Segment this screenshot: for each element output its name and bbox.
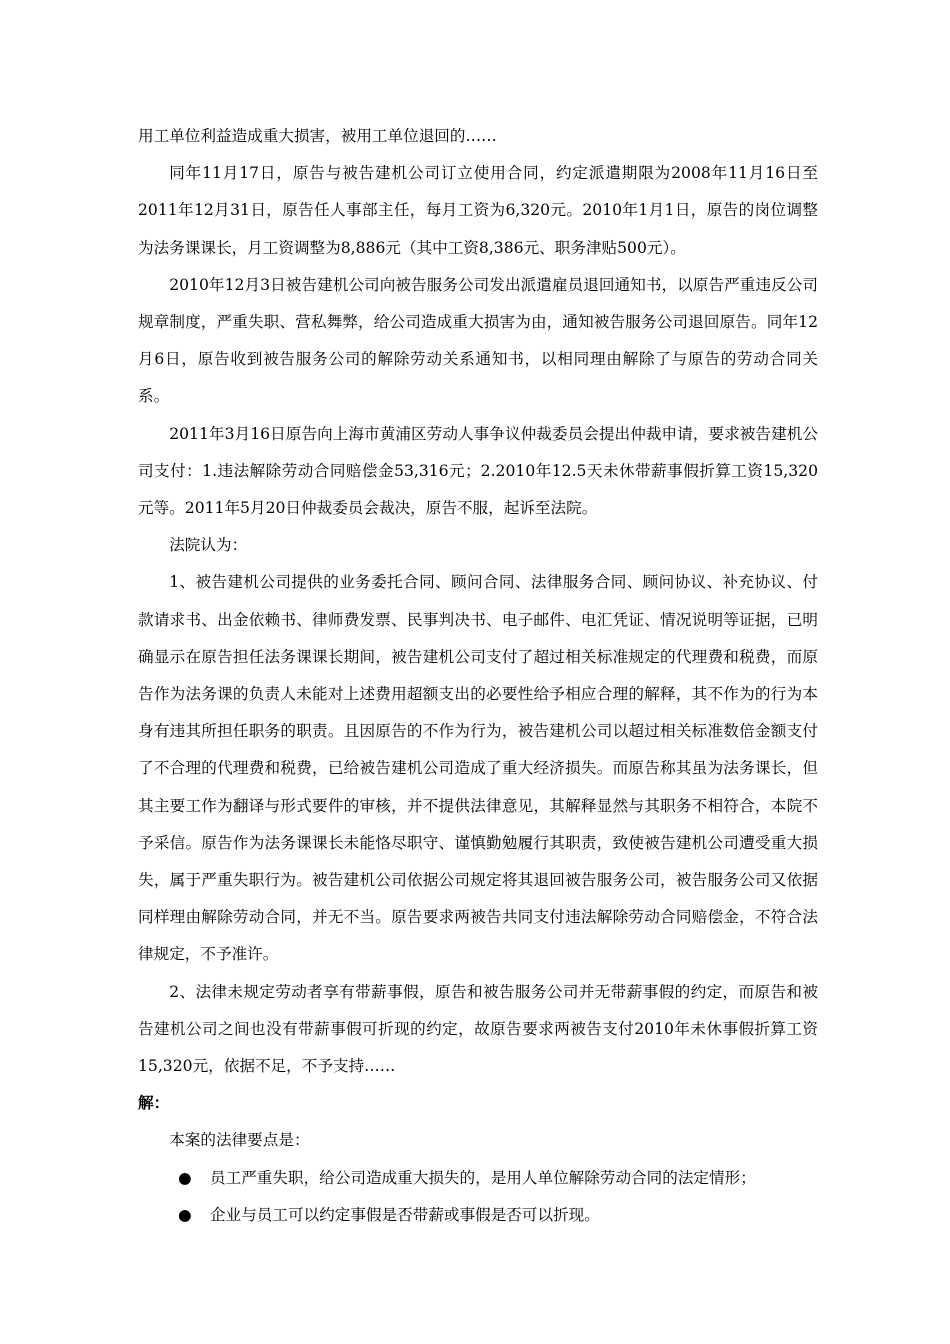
paragraph-contract: 同年11月17日，原告与被告建机公司订立使用合同，约定派遣期限为2008年11月16日至2011年12月31日，原告任人事部主任，每月工资为6,320元。2010年1月1日，原告的岗位调整为法务课课长，月工资调整为8,886元（其中工资8,386元、职务津贴500元）。 xyxy=(138,164,818,257)
points-intro: 本案的法律要点是： xyxy=(169,1131,310,1150)
answer-heading: 解： xyxy=(138,1094,170,1113)
paragraph-court-opinion-intro: 法院认为： xyxy=(169,536,248,555)
paragraph-continuation: 用工单位利益造成重大损害，被用工单位退回的…… xyxy=(138,127,497,145)
document-body xyxy=(138,118,818,1234)
list-item xyxy=(138,1197,818,1234)
paragraph-court-opinion-1: 1、被告建机公司提供的业务委托合同、顾问合同、法律服务合同、顾问协议、补充协议、付款请求书、出金依赖书、律师费发票、民事判决书、电子邮件、电汇凭证、情况说明等证据，已明确显示在原告担任法务课课长期间，被告建机公司支付了超过相关标准规定的代理费和税费，而原告作为法务课的负责人未能对上述费用超额支出的必要性给予相应合理的解释，其不作为的行为本身有违其所担任职务的职责。且因原告的不作为行为，被告建机公司以超过相关标准数倍金额支付了不合理的代理费和税费，已给被告建机公司造成了重大经济损失。而原告称其虽为法务课长，但其主要工作为翻译与形式要件的审核，并不提供法律意见，其解释显然与其职务不相符合，本院不予采信。原告作为法务课课长未能恪尽职守、谨慎勤勉履行其职责，致使被告建机公司遭受重大损失，属于严重失职行为。被告建机公司依据公司规定将其退回被告服务公司，被告服务公司又依据同样理由解除劳动合同，并无不当。原告要求两被告共同支付违法解除劳动合同赔偿金，不符合法律规定，不予准许。 xyxy=(138,573,818,964)
list-item xyxy=(138,1160,818,1197)
bullet-text: 企业与员工可以约定事假是否带薪或事假是否可以折现。 xyxy=(210,1205,600,1224)
paragraph-court-opinion-2: 2、法律未规定劳动者享有带薪事假，原告和被告服务公司并无带薪事假的约定，而原告和被告建机公司之间也没有带薪事假可折现的约定，故原告要求两被告支付2010年未休事假折算工资15,320元，依据不足，不予支持…… xyxy=(138,982,818,1076)
bullet-icon: ● xyxy=(178,1205,192,1224)
bullet-text: 员工严重失职，给公司造成重大损失的，是用人单位解除劳动合同的法定情形； xyxy=(210,1168,756,1187)
paragraph-dismissal: 2010年12月3日被告建机公司向被告服务公司发出派遣雇员退回通知书，以原告严重违反公司规章制度，严重失职、营私舞弊，给公司造成重大损害为由，通知被告服务公司退回原告。同年12月6日，原告收到被告服务公司的解除劳动关系通知书，以相同理由解除了与原告的劳动合同关系。 xyxy=(138,275,818,406)
bullet-icon: ● xyxy=(178,1168,192,1187)
paragraph-arbitration: 2011年3月16日原告向上海市黄浦区劳动人事争议仲裁委员会提出仲裁申请，要求被告建机公司支付：1.违法解除劳动合同赔偿金53,316元；2.2010年12.5天未休带薪事假折算工资15,320元等。2011年5月20日仲裁委员会裁决，原告不服，起诉至法院。 xyxy=(138,424,818,518)
